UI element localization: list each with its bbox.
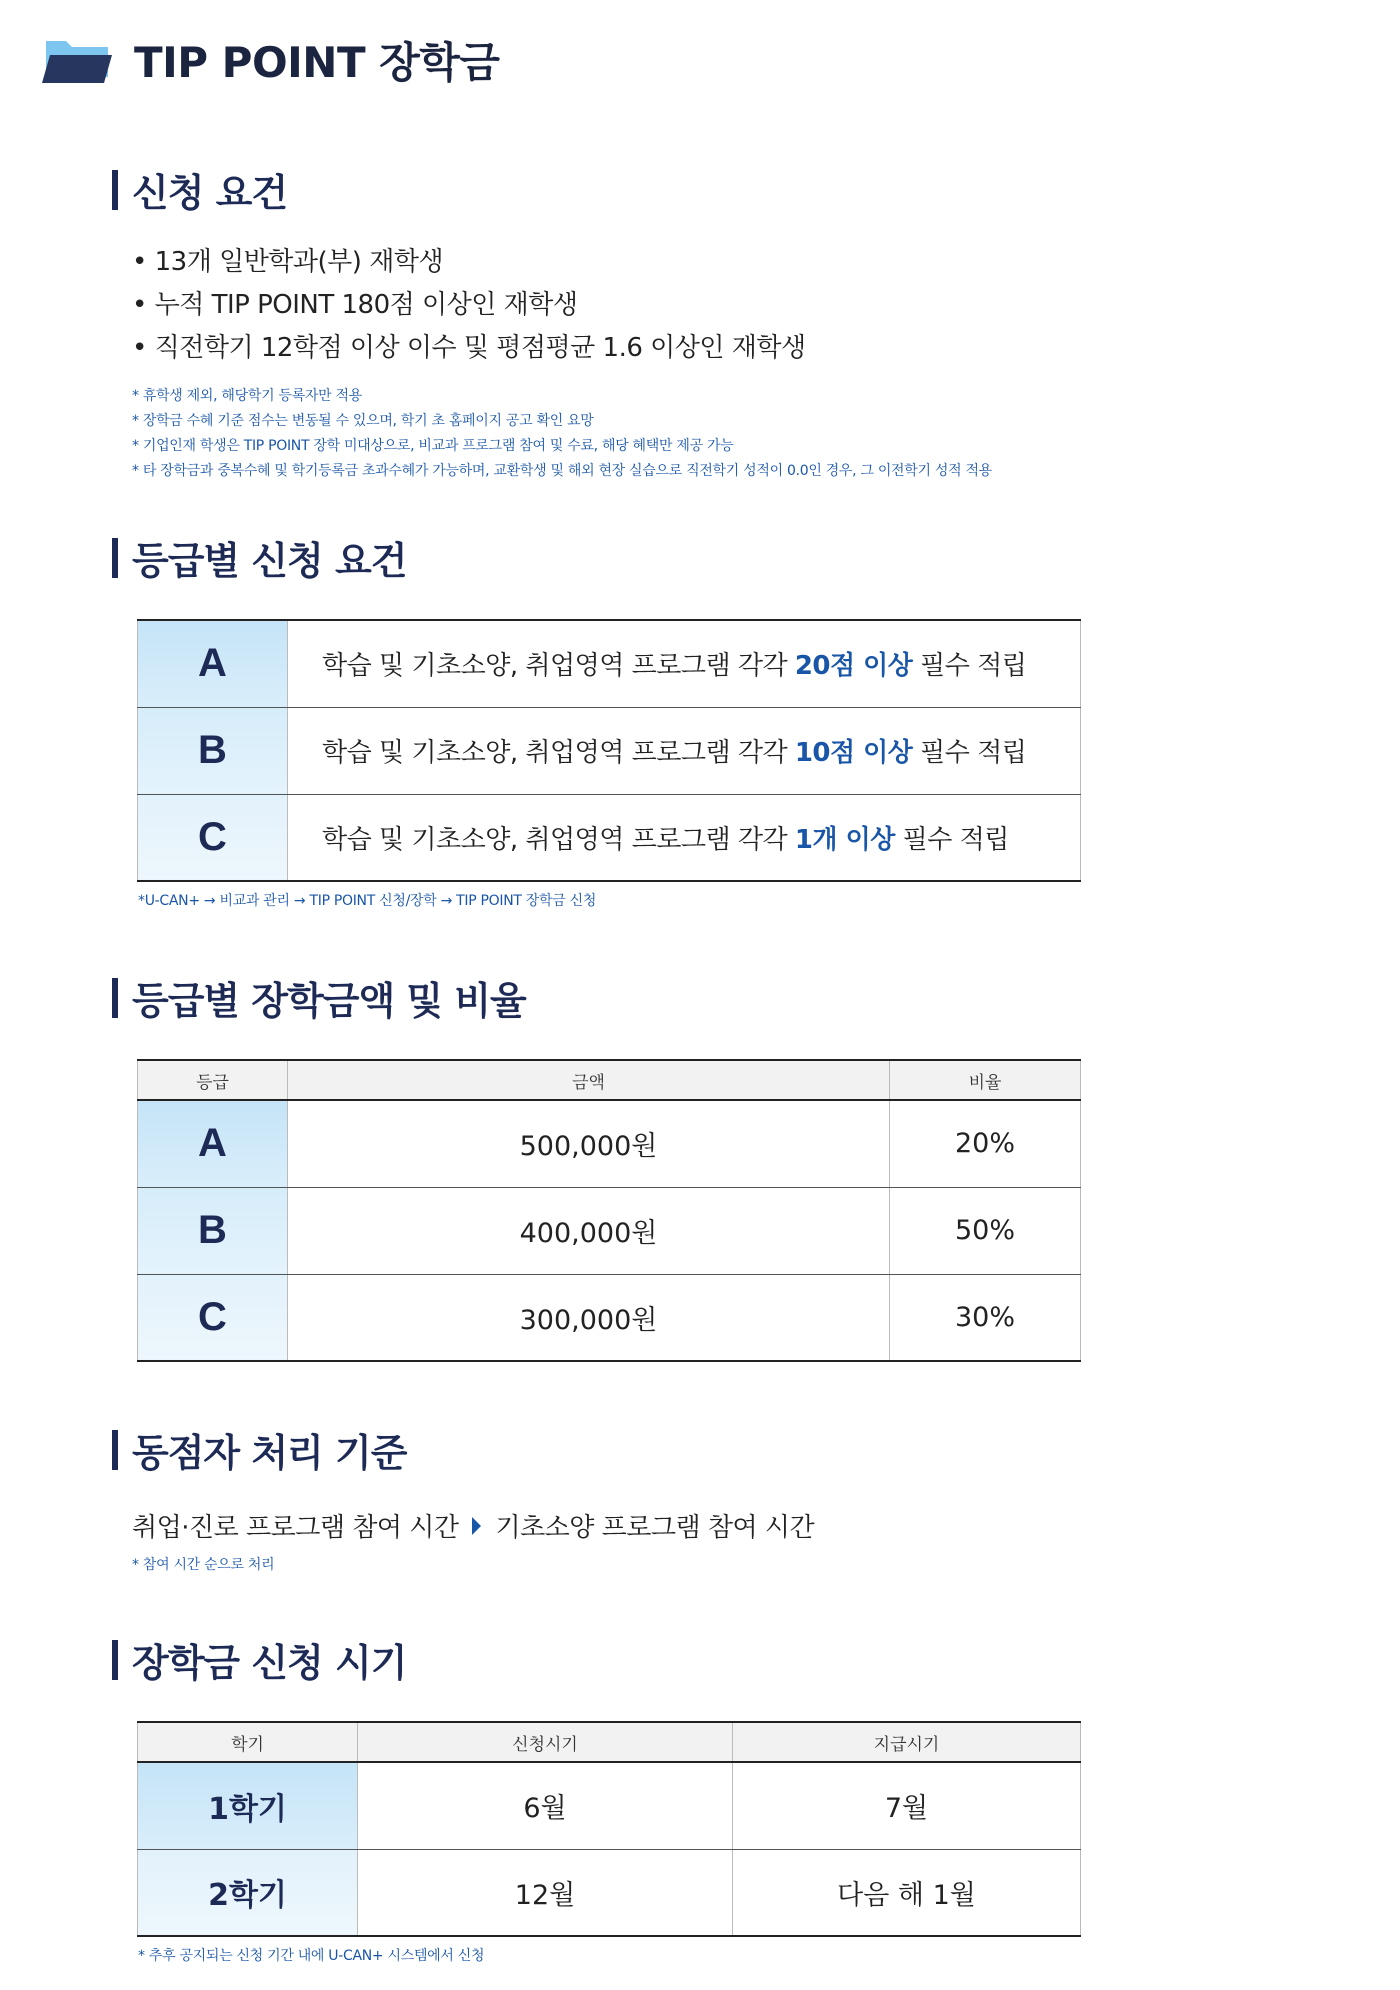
grade-amount-table: [137, 1059, 1081, 1362]
requirement-text: 학습 및 기초소양, 취업영역 프로그램 각각 1개 이상 필수 적립: [288, 794, 1081, 881]
folder-icon: [42, 35, 112, 85]
application-note: * 추후 공지되는 신청 기간 내에 U-CAN+ 시스템에서 신청: [138, 1948, 485, 1964]
section-grade-amounts: [112, 970, 1081, 1362]
requirement-text: 학습 및 기초소양, 취업영역 프로그램 각각 10점 이상 필수 적립: [288, 707, 1081, 794]
grade-cell: C: [138, 794, 288, 881]
table-row: [138, 1849, 1081, 1936]
apply-cell: 6월: [358, 1762, 733, 1849]
column-header: 금액: [288, 1060, 890, 1100]
column-header: 등급: [138, 1060, 288, 1100]
title-bar: [112, 538, 118, 578]
table-row: [138, 707, 1081, 794]
requirement-text: 학습 및 기초소양, 취업영역 프로그램 각각 20점 이상 필수 적립: [288, 620, 1081, 707]
amount-cell: 400,000원: [288, 1187, 890, 1274]
page-header: [42, 30, 499, 90]
grade-requirements-table: [137, 619, 1081, 882]
column-header: 지급시기: [733, 1722, 1081, 1762]
table-row: [138, 794, 1081, 881]
table-row: [138, 1762, 1081, 1849]
note-item: * 장학금 수혜 기준 점수는 변동될 수 있으며, 학기 초 홈페이지 공고 확인 요망: [132, 413, 594, 429]
pay-cell: 다음 해 1월: [733, 1849, 1081, 1936]
list-item: • 누적 TIP POINT 180점 이상인 재학생: [132, 284, 992, 327]
pay-cell: 7월: [733, 1762, 1081, 1849]
column-header: 비율: [890, 1060, 1081, 1100]
tie-breaker-note: * 참여 시간 순으로 처리: [132, 1557, 275, 1573]
grade-cell: A: [138, 620, 288, 707]
section-application-period: [112, 1632, 1081, 1965]
triangle-right-icon: [472, 1517, 481, 1535]
note-item: * 기업인재 학생은 TIP POINT 장학 미대상으로, 비교과 프로그램 참여 및 수료, 해당 혜택만 제공 가능: [132, 438, 734, 454]
requirements-list: [132, 241, 992, 370]
section-grade-requirements: [112, 530, 1081, 910]
navigation-note: *U-CAN+ → 비교과 관리 → TIP POINT 신청/장학 → TIP POINT 장학금 신청: [138, 893, 597, 909]
table-row: [138, 620, 1081, 707]
apply-cell: 12월: [358, 1849, 733, 1936]
title-bar: [112, 1430, 118, 1470]
table-row: [138, 1274, 1081, 1361]
second-criterion: 기초소양 프로그램 참여 시간: [495, 1513, 815, 1543]
column-header: 신청시기: [358, 1722, 733, 1762]
section-tie-breaker: [112, 1422, 814, 1574]
title-bar: [112, 170, 118, 210]
amount-cell: 300,000원: [288, 1274, 890, 1361]
section-requirements: [112, 162, 992, 484]
grade-cell: C: [138, 1274, 288, 1361]
grade-cell: A: [138, 1100, 288, 1187]
section-title: 신청 요건: [132, 171, 288, 215]
grade-cell: B: [138, 1187, 288, 1274]
column-header: 학기: [138, 1722, 358, 1762]
page-title: TIP POINT 장학금: [134, 38, 500, 87]
ratio-cell: 50%: [890, 1187, 1081, 1274]
ratio-cell: 20%: [890, 1100, 1081, 1187]
tie-breaker-order: [132, 1507, 814, 1544]
term-cell: 2학기: [138, 1849, 358, 1936]
table-header-row: [138, 1722, 1081, 1762]
amount-cell: 500,000원: [288, 1100, 890, 1187]
list-item: • 13개 일반학과(부) 재학생: [132, 241, 992, 284]
section-title: 등급별 장학금액 및 비율: [132, 979, 526, 1023]
table-header-row: [138, 1060, 1081, 1100]
grade-cell: B: [138, 707, 288, 794]
section-title: 동점자 처리 기준: [132, 1431, 407, 1475]
application-period-table: [137, 1721, 1081, 1937]
title-bar: [112, 978, 118, 1018]
requirements-notes: [132, 384, 992, 484]
table-row: [138, 1100, 1081, 1187]
section-title: 장학금 신청 시기: [132, 1641, 407, 1685]
first-criterion: 취업·진로 프로그램 참여 시간: [132, 1513, 459, 1543]
list-item: • 직전학기 12학점 이상 이수 및 평점평균 1.6 이상인 재학생: [132, 327, 992, 370]
section-title: 등급별 신청 요건: [132, 539, 407, 583]
note-item: * 휴학생 제외, 해당학기 등록자만 적용: [132, 388, 362, 404]
term-cell: 1학기: [138, 1762, 358, 1849]
note-item: * 타 장학금과 중복수혜 및 학기등록금 초과수혜가 가능하며, 교환학생 및 해외 현장 실습으로 직전학기 성적이 0.0인 경우, 그 이전학기 성적 적용: [132, 463, 992, 479]
ratio-cell: 30%: [890, 1274, 1081, 1361]
title-bar: [112, 1640, 118, 1680]
table-row: [138, 1187, 1081, 1274]
